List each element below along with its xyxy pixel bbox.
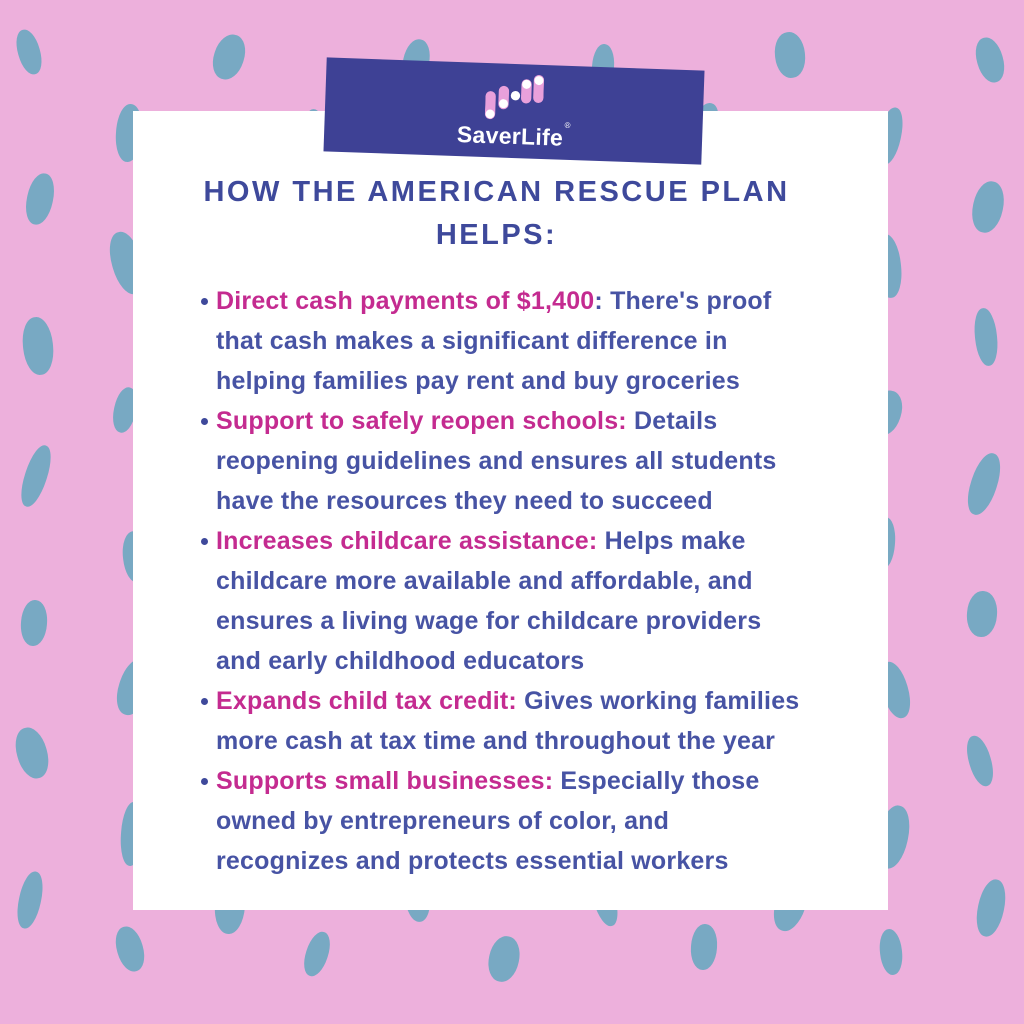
pattern-dash	[773, 31, 808, 80]
pattern-dash	[299, 929, 334, 980]
bullet-rest: Gives working families more cash at tax time and throughout the year	[216, 687, 800, 755]
saverlife-banner	[323, 57, 704, 164]
saverlife-logo-icon	[485, 73, 545, 122]
bullet-dot	[201, 538, 208, 545]
logo-text: SaverLife	[456, 121, 564, 151]
pattern-dash	[972, 307, 1000, 367]
pattern-dash	[962, 733, 997, 789]
pattern-dash	[22, 171, 58, 227]
list-item	[201, 761, 801, 881]
bullet-dot	[201, 778, 208, 785]
trademark-symbol: ®	[564, 121, 571, 131]
pattern-dash	[972, 877, 1009, 939]
bullet-lead: Increases childcare assistance:	[216, 527, 598, 555]
pattern-dash	[208, 30, 251, 83]
list-item	[201, 281, 801, 401]
list-item	[201, 521, 801, 681]
bullet-rest: Especially those owned by entrepreneurs of color, and recognizes and protects essential workers	[216, 767, 760, 875]
bullet-rest: Helps make childcare more available and affordable, and ensures a living wage for childcare providers and early childhood educators	[216, 527, 762, 675]
pattern-dash	[878, 928, 905, 976]
list-item	[201, 401, 801, 521]
title-line-2: HELPS:	[435, 219, 558, 251]
bullet-dot	[201, 698, 208, 705]
bullet-text	[216, 401, 801, 521]
saverlife-wordmark	[457, 123, 570, 150]
bullet-lead: Direct cash payments of $1,400	[216, 287, 595, 315]
bullet-text	[216, 681, 801, 761]
bullet-text	[216, 761, 801, 881]
list-item	[201, 681, 801, 761]
bullet-lead: Expands child tax credit:	[216, 687, 517, 715]
page-title	[133, 171, 860, 257]
pattern-dash	[10, 724, 53, 782]
bullet-dot	[201, 298, 208, 305]
content-card	[133, 111, 888, 910]
pattern-dash	[16, 442, 57, 510]
bullet-rest: Details reopening guidelines and ensures all students have the resources they need to succeed	[216, 407, 777, 515]
pattern-dash	[13, 869, 47, 930]
pattern-dash	[19, 599, 48, 647]
pattern-dash	[971, 34, 1009, 85]
pattern-dash	[689, 923, 718, 971]
pattern-dash	[485, 933, 524, 984]
pattern-dash	[12, 27, 46, 77]
bullet-lead: Supports small businesses:	[216, 767, 554, 795]
pattern-dash	[111, 923, 149, 974]
bullet-rest: : There's proof that cash makes a significant difference in helping families pay rent and buy groceries	[216, 287, 772, 395]
pattern-dash	[968, 178, 1008, 235]
pattern-dash	[20, 316, 56, 377]
bullet-text	[216, 521, 801, 681]
bullet-lead: Support to safely reopen schools:	[216, 407, 627, 435]
benefits-list	[133, 281, 801, 881]
bullet-dot	[201, 418, 208, 425]
bullet-text	[216, 281, 801, 401]
title-line-1: HOW THE AMERICAN RESCUE PLAN	[203, 176, 790, 208]
pattern-dash	[965, 590, 998, 638]
pattern-dash	[962, 450, 1007, 519]
